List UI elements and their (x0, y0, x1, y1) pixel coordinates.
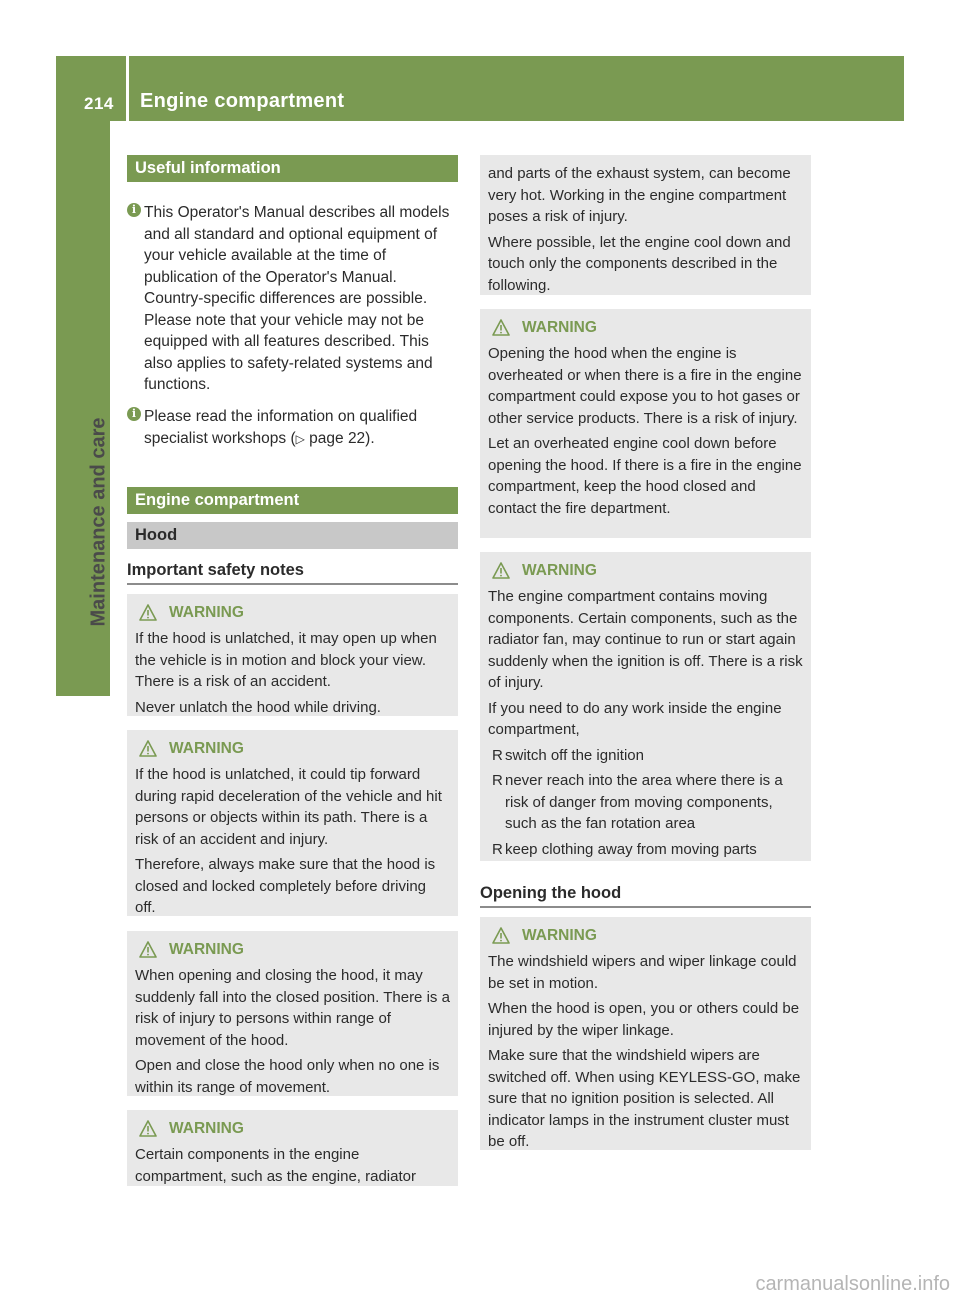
bullet-icon: R (492, 746, 503, 764)
header-title: Engine compartment (140, 90, 345, 112)
warning-text: Certain components in the engine compartment, such as the engine, radiator (135, 1146, 416, 1185)
warning-text: If you need to do any work inside the engine compartment, (488, 699, 782, 738)
warning-text: Opening the hood when the engine is overheated or when there is a fire in the engine compartment could expose you to hot gases or other service products. There is a risk of injury. (488, 345, 802, 427)
page-number: 214 (84, 94, 114, 113)
warning-text: Make sure that the windshield wipers are switched off. When using KEYLESS-GO, make sure that no ignition position is selected. All indicator lamps in the instrument cluster must be off. (488, 1047, 801, 1150)
warning-title: WARNING (169, 941, 244, 958)
info-icon: i (127, 407, 141, 421)
warning-title: WARNING (169, 1120, 244, 1137)
warning-text: Open and close the hood only when no one is within its range of movement. (135, 1057, 440, 1096)
warning-header (135, 602, 450, 624)
warning-text: Never unlatch the hood while driving. (135, 698, 381, 716)
page-reference-arrow-icon: ▷ (295, 431, 305, 446)
warning-box-1 (127, 594, 458, 716)
warning-header (135, 738, 450, 760)
list-item-text: never reach into the area where there is a risk of danger from moving components, such as the fan rotation area (505, 772, 783, 832)
header-divider (126, 56, 129, 121)
warning-title: WARNING (522, 319, 597, 336)
info-note-1-text: This Operator's Manual describes all models and all standard and optional equipment of your vehicle available at the time of publication of the Operator's Manual. Country-specific differences are possible. Please note that your vehicle may not be equipped with all features described. This also applies to safety-related systems and functions. (144, 204, 450, 393)
warning-text: When opening and closing the hood, it may suddenly fall into the closed position. There is a risk of injury to persons within range of movement of the hood. (135, 967, 450, 1049)
warning-triangle-icon (492, 927, 510, 944)
info-note-1 (127, 202, 458, 396)
warning-title: WARNING (522, 927, 597, 944)
warning-header (488, 925, 803, 947)
warning-box-2 (127, 730, 458, 916)
warning-box-3 (127, 931, 458, 1096)
info-note-2 (127, 406, 458, 450)
warning-text: The engine compartment contains moving components. Certain components, such as the radiator fan, may continue to run or start again suddenly when the ignition is off. There is a risk of injury. (488, 588, 803, 691)
warning-box-5 (480, 309, 811, 538)
list-item-text: switch off the ignition (505, 746, 644, 764)
warning-header (488, 560, 803, 582)
page-header (56, 56, 904, 121)
warning-triangle-icon (139, 941, 157, 958)
warning-box-7 (480, 917, 811, 1150)
list-item (488, 745, 803, 767)
warning-text: Where possible, let the engine cool down and touch only the components described in the following. (488, 233, 791, 294)
info-note-2-text-before: Please read the information on qualified specialist workshops ( (144, 408, 418, 447)
warning-text: If the hood is unlatched, it could tip forward during rapid deceleration of the vehicle and hit persons or objects within its path. There is a risk of an accident and injury. (135, 766, 442, 848)
warning-text: If the hood is unlatched, it may open up when the vehicle is in motion and block your view. There is a risk of an accident. (135, 630, 437, 690)
list-item-text: keep clothing away from moving parts (505, 840, 757, 858)
warning-title: WARNING (522, 562, 597, 579)
bullet-icon: R (492, 840, 503, 858)
safety-notes-heading: Important safety notes (127, 561, 458, 585)
info-icon: i (127, 203, 141, 217)
warning-triangle-icon (139, 1120, 157, 1137)
warning-text: Therefore, always make sure that the hood is closed and locked completely before driving off. (135, 856, 436, 916)
watermark: carmanualsonline.info (755, 1273, 950, 1295)
bullet-icon: R (492, 772, 503, 789)
warning-triangle-icon (492, 562, 510, 579)
page-reference-link[interactable]: page 22). (304, 429, 375, 447)
warning-header (135, 939, 450, 961)
useful-info-bar: Useful information (127, 155, 458, 182)
warning-box-continued (480, 155, 811, 295)
warning-text: Let an overheated engine cool down before opening the hood. If there is a fire in the engine compartment, keep the hood closed and contact the fire department. (488, 435, 802, 517)
warning-header (135, 1118, 450, 1140)
warning-box-4 (127, 1110, 458, 1186)
warning-text: When the hood is open, you or others could be injured by the wiper linkage. (488, 1000, 800, 1039)
bullet-list (488, 745, 803, 861)
list-item (488, 770, 803, 835)
list-item (488, 839, 803, 861)
hood-bar: Hood (127, 522, 458, 549)
chapter-label: Maintenance and care (87, 417, 110, 627)
engine-compartment-bar: Engine compartment (127, 487, 458, 514)
warning-triangle-icon (139, 740, 157, 757)
warning-triangle-icon (139, 604, 157, 621)
warning-box-6 (480, 552, 811, 861)
warning-text: and parts of the exhaust system, can become very hot. Working in the engine compartment poses a risk of injury. (488, 165, 791, 225)
warning-title: WARNING (169, 740, 244, 757)
warning-triangle-icon (492, 319, 510, 336)
warning-title: WARNING (169, 604, 244, 621)
warning-header (488, 317, 803, 339)
opening-hood-heading: Opening the hood (480, 884, 811, 908)
warning-text: The windshield wipers and wiper linkage could be set in motion. (488, 953, 797, 992)
